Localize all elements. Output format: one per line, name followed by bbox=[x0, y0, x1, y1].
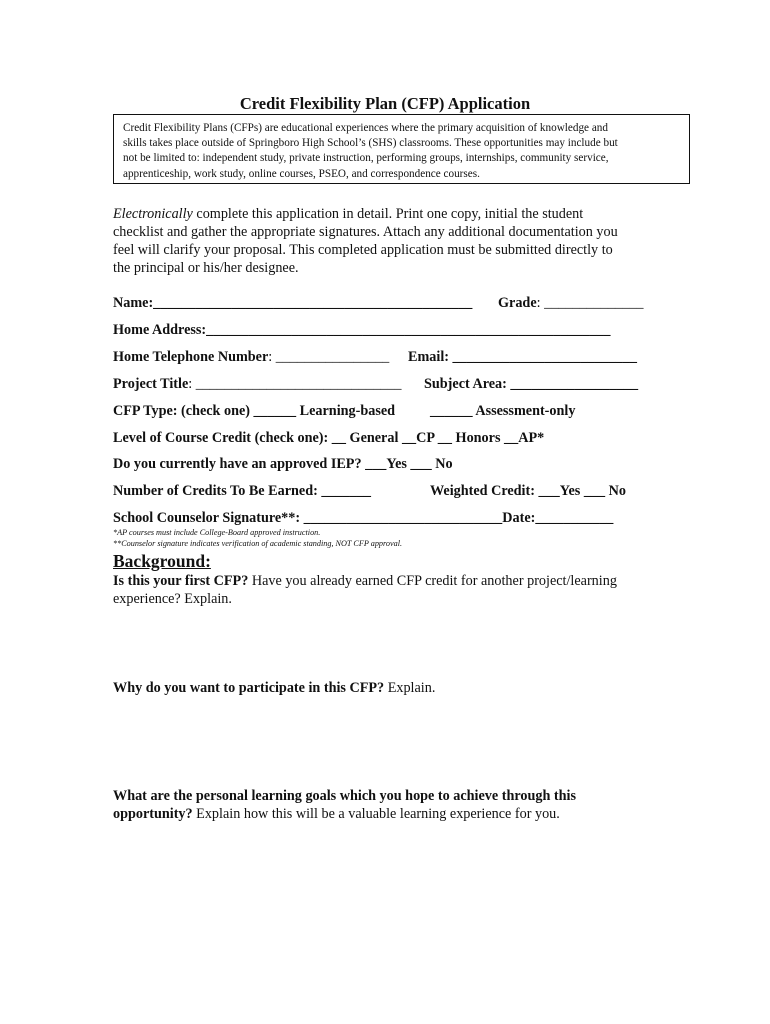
home-address-field[interactable]: Home Address:_________________________________________________________ bbox=[113, 322, 611, 338]
instructions-line: the principal or his/her designee. bbox=[113, 260, 299, 276]
home-phone-field[interactable] bbox=[113, 349, 389, 366]
weighted-credit-field[interactable]: Weighted Credit: ___Yes ___ No bbox=[430, 483, 626, 499]
subject-area-field[interactable]: Subject Area: __________________ bbox=[424, 376, 639, 392]
question-learning-goals bbox=[113, 787, 576, 823]
email-field[interactable]: Email: __________________________ bbox=[408, 349, 637, 365]
grade-blank[interactable]: : ______________ bbox=[536, 295, 644, 311]
question-line bbox=[113, 805, 576, 823]
credits-earned-field[interactable]: Number of Credits To Be Earned: _______ bbox=[113, 483, 372, 499]
cfp-type-assessment-option[interactable]: ______ Assessment-only bbox=[430, 403, 576, 419]
counselor-signature-field[interactable]: School Counselor Signature**: ____________________________Date:___________ bbox=[113, 510, 614, 526]
question-line: experience? Explain. bbox=[113, 591, 232, 607]
question-text: Have you already earned CFP credit for another project/learning bbox=[248, 573, 617, 589]
question-text: Explain how this will be a valuable learning experience for you. bbox=[192, 806, 560, 822]
project-title-field[interactable] bbox=[113, 376, 401, 393]
intro-line: apprenticeship, work study, online courses, PSEO, and correspondence courses. bbox=[123, 167, 480, 180]
instructions-line: checklist and gather the appropriate signatures. Attach any additional documentation you bbox=[113, 224, 618, 240]
instructions-line: feel will clarify your proposal. This completed application must be submitted directly to bbox=[113, 242, 613, 258]
grade-field[interactable] bbox=[498, 295, 643, 312]
course-credit-field[interactable]: Level of Course Credit (check one): __ General __CP __ Honors __AP* bbox=[113, 430, 545, 446]
question-line bbox=[113, 787, 576, 805]
instructions-text: complete this application in detail. Print one copy, initial the student bbox=[192, 206, 584, 222]
home-phone-blank[interactable]: : ________________ bbox=[268, 349, 390, 365]
footnote-ap: *AP courses must include College-Board approved instruction. bbox=[113, 528, 321, 537]
background-heading: Background: bbox=[113, 551, 211, 571]
question-first-cfp bbox=[113, 572, 617, 608]
question-line bbox=[113, 572, 617, 590]
instructions-line bbox=[113, 205, 618, 223]
grade-label: Grade bbox=[498, 295, 537, 311]
home-phone-label: Home Telephone Number bbox=[113, 349, 269, 365]
name-field[interactable]: Name:_____________________________________________ bbox=[113, 295, 473, 311]
document-title: Credit Flexibility Plan (CFP) Application bbox=[239, 94, 531, 113]
intro-box bbox=[113, 114, 690, 184]
question-bold: Is this your first CFP? bbox=[113, 573, 249, 589]
question-why-participate bbox=[113, 679, 435, 697]
question-line bbox=[113, 679, 435, 697]
instructions-emphasis: Electronically bbox=[113, 206, 193, 222]
question-text: Explain. bbox=[384, 680, 436, 696]
cfp-type-field[interactable]: CFP Type: (check one) ______ Learning-based bbox=[113, 403, 396, 419]
question-bold: What are the personal learning goals which you hope to achieve through this bbox=[113, 788, 576, 804]
intro-line: not be limited to: independent study, private instruction, performing groups, internships, community service, bbox=[123, 152, 609, 165]
instructions-paragraph bbox=[113, 205, 618, 277]
question-bold: opportunity? bbox=[113, 806, 193, 822]
intro-line: Credit Flexibility Plans (CFPs) are educational experiences where the primary acquisition of knowledge and bbox=[123, 122, 608, 134]
intro-line: skills takes place outside of Springboro High School’s (SHS) classrooms. These opportunities may include but bbox=[123, 137, 618, 150]
iep-field[interactable]: Do you currently have an approved IEP? ___Yes ___ No bbox=[113, 456, 453, 472]
project-title-blank[interactable]: : _____________________________ bbox=[188, 376, 402, 392]
question-bold: Why do you want to participate in this CFP? bbox=[113, 680, 385, 696]
footnote-counselor: **Counselor signature indicates verification of academic standing, NOT CFP approval. bbox=[113, 539, 403, 548]
project-title-label: Project Title bbox=[113, 376, 189, 392]
